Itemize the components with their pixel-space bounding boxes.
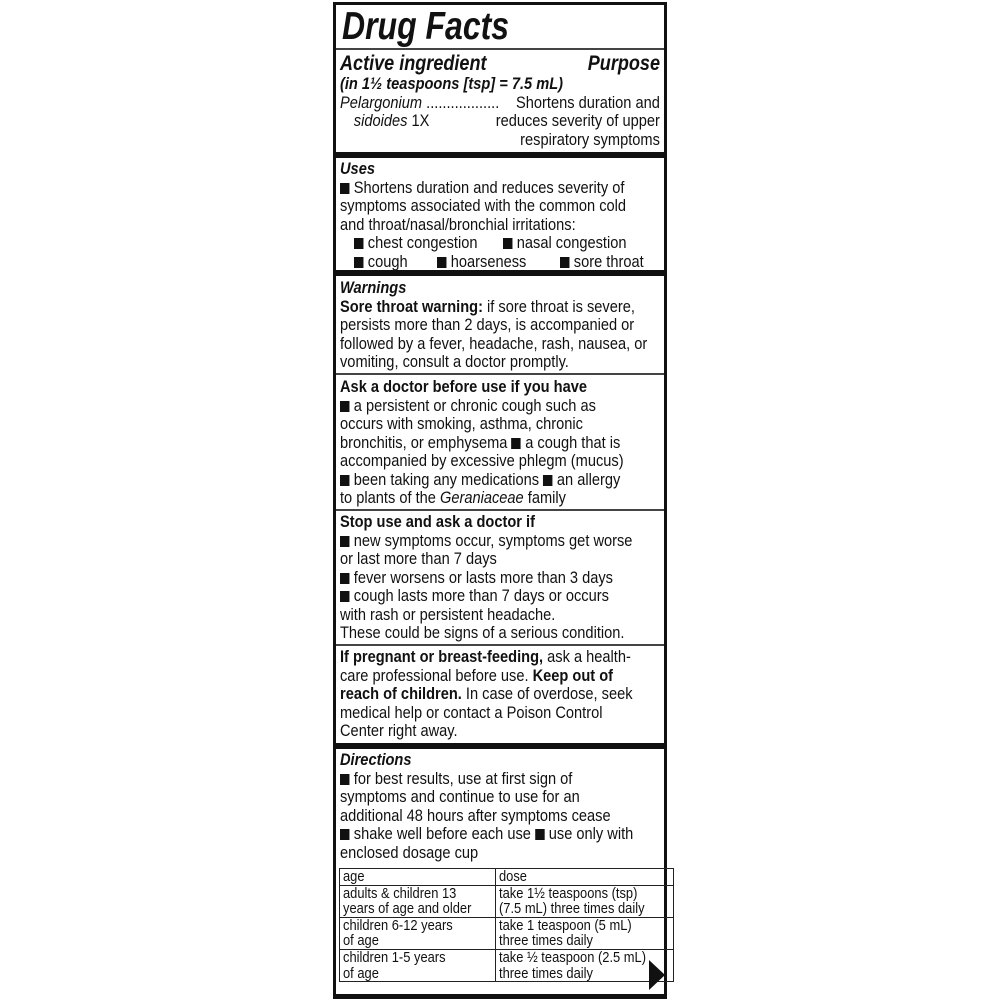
text-segment: if sore throat is severe,	[482, 296, 635, 316]
purpose-line: respiratory symptoms	[520, 129, 660, 149]
text-segment: vomiting, consult a doctor promptly.	[340, 352, 569, 371]
text-line	[340, 606, 615, 625]
text-segment: symptoms and continue to use for an	[340, 787, 580, 806]
continue-arrow-icon	[649, 960, 665, 990]
text-line	[340, 415, 615, 434]
text-line	[340, 489, 615, 508]
ingredient-name: Pelargonium	[340, 92, 423, 112]
text-line	[340, 432, 621, 453]
warnings-heading: Warnings	[340, 278, 407, 297]
uses-section	[340, 160, 660, 271]
cell-line: take 1½ teaspoons (tsp)	[499, 884, 638, 902]
directions-section	[340, 751, 660, 862]
text-line	[340, 704, 615, 723]
text-segment: Stop use and ask a doctor if	[340, 512, 535, 531]
purpose-text	[469, 94, 660, 150]
text-segment: cough lasts more than 7 days or occurs	[353, 586, 609, 605]
text-line	[340, 550, 615, 569]
text-segment: Keep out of	[532, 665, 614, 685]
cell-line: children 1-5 years	[343, 948, 446, 966]
purpose-heading: Purpose	[587, 52, 660, 75]
text-segment: to plants of the	[340, 488, 440, 507]
text-line	[340, 397, 615, 416]
text-segment: occurs with smoking, asthma, chronic	[340, 414, 583, 433]
text-segment: new symptoms occur, symptoms get worse	[353, 530, 633, 550]
square-bullet-icon	[340, 536, 349, 547]
text-line	[340, 770, 615, 789]
uses-symptom-list	[340, 234, 660, 271]
text-segment: enclosed dosage cup	[340, 842, 479, 862]
pregnancy-warning-section	[340, 648, 660, 741]
text-line	[340, 807, 615, 826]
warnings-section	[340, 279, 660, 372]
square-bullet-icon	[340, 774, 349, 785]
text-line	[340, 177, 625, 198]
text-segment: followed by a fever, headache, rash, nausea, or	[340, 333, 648, 353]
text-line	[340, 196, 627, 216]
text-line	[340, 844, 615, 863]
text-segment: use only with	[548, 824, 634, 843]
text-line	[340, 569, 615, 588]
text-segment: Shortens duration and reduces severity of	[353, 177, 625, 197]
text-segment: care professional before use.	[340, 665, 533, 685]
text-line	[340, 353, 615, 372]
dose-cell	[496, 949, 674, 981]
text-line	[340, 513, 615, 532]
dose-amount: (in 1½ teaspoons [tsp] = 7.5 mL)	[340, 74, 564, 93]
text-line	[340, 667, 615, 686]
divider	[336, 373, 664, 375]
cell-line: years of age and older	[343, 900, 472, 918]
text-line	[340, 315, 635, 335]
text-segment: an allergy	[556, 469, 621, 489]
text-segment: for best results, use at first sign of	[353, 768, 573, 788]
text-segment: symptoms associated with the common cold	[340, 196, 627, 215]
purpose-line: reduces severity of upper	[495, 111, 660, 130]
text-line	[340, 378, 615, 397]
text-segment: additional 48 hours after symptoms cease	[340, 805, 611, 825]
square-bullet-icon	[340, 183, 349, 194]
active-ingredient-heading: Active ingredient	[340, 52, 487, 75]
text-line	[340, 333, 648, 354]
text-segment: In case of overdose, seek	[461, 684, 633, 703]
text-segment: shake well before each use	[353, 824, 536, 843]
text-segment: or last more than 7 days	[340, 549, 497, 568]
text-segment: and throat/nasal/bronchial irritations:	[340, 214, 576, 234]
drug-facts-panel	[333, 2, 667, 999]
sore-throat-warning	[340, 298, 660, 372]
text-line	[340, 824, 634, 844]
text-segment: reach of children.	[340, 684, 462, 703]
cell-line: take 1 teaspoon (5 mL)	[499, 916, 632, 934]
age-cell	[340, 949, 496, 981]
ingredient-potency: 1X	[411, 111, 430, 130]
text-segment: a persistent or chronic cough such as	[353, 395, 596, 415]
text-segment: a cough that is	[525, 432, 621, 452]
section-bar	[336, 743, 664, 749]
text-segment: Geraniaceae	[439, 488, 524, 507]
cell-line: of age	[343, 932, 379, 950]
square-bullet-icon	[340, 591, 349, 602]
age-cell	[340, 917, 496, 949]
text-line	[340, 722, 615, 741]
cell-line: (7.5 mL) three times daily	[499, 900, 645, 918]
dosage-table	[339, 868, 674, 982]
text-segment: These could be signs of a serious condition.	[340, 623, 625, 642]
table-row	[340, 885, 674, 917]
symptom-item: nasal congestion	[503, 234, 626, 253]
square-bullet-icon	[535, 829, 544, 840]
divider	[336, 644, 664, 646]
square-bullet-icon	[511, 438, 520, 449]
uses-heading: Uses	[340, 159, 375, 178]
ingredient-species: sidoides	[353, 111, 408, 130]
text-segment: fever worsens or lasts more than 3 days	[353, 567, 613, 587]
table-header-row	[340, 869, 674, 886]
text-segment: ask a health-	[543, 647, 631, 666]
square-bullet-icon	[340, 475, 349, 486]
text-segment: accompanied by excessive phlegm (mucus)	[340, 451, 624, 470]
divider	[336, 509, 664, 511]
symptom-item: sore throat	[560, 253, 644, 272]
text-line	[340, 647, 631, 667]
text-segment: medical help or contact a Poison Control	[340, 702, 603, 722]
text-segment: Center right away.	[340, 721, 458, 740]
table-row	[340, 949, 674, 981]
directions-text	[340, 770, 660, 863]
text-segment: family	[523, 488, 566, 507]
section-bar	[336, 270, 664, 276]
text-segment: Ask a doctor before use if you have	[340, 377, 587, 396]
cell-line: of age	[343, 964, 379, 982]
dose-cell	[496, 885, 674, 917]
square-bullet-icon	[543, 475, 552, 486]
text-line	[340, 451, 624, 471]
symptom-item: cough	[354, 253, 408, 272]
square-bullet-icon	[340, 401, 349, 412]
text-segment: Sore throat warning:	[340, 296, 483, 316]
text-line	[340, 216, 615, 235]
text-line	[340, 684, 633, 704]
text-segment: bronchitis, or emphysema	[340, 432, 512, 452]
symptom-item: chest congestion	[354, 234, 477, 253]
stop-use-section	[340, 513, 660, 643]
uses-text	[340, 179, 660, 235]
purpose-line: Shortens duration and	[516, 92, 660, 112]
text-segment: with rash or persistent headache.	[340, 604, 556, 624]
text-segment: been taking any medications	[353, 469, 544, 489]
divider	[336, 48, 664, 50]
age-cell	[340, 885, 496, 917]
text-line	[340, 788, 615, 807]
directions-heading: Directions	[340, 750, 412, 769]
table-row	[340, 917, 674, 949]
section-bar	[336, 152, 664, 158]
cell-line: take ½ teaspoon (2.5 mL)	[499, 948, 647, 966]
drug-facts-title: Drug Facts	[342, 5, 510, 48]
cell-line: three times daily	[499, 932, 594, 950]
symptom-item: hoarseness	[437, 253, 526, 272]
square-bullet-icon	[340, 829, 349, 840]
text-segment: If pregnant or breast-feeding,	[340, 647, 544, 666]
cell-line: three times daily	[499, 964, 594, 982]
cell-line: children 6-12 years	[343, 916, 453, 934]
text-segment: persists more than 2 days, is accompanied or	[340, 315, 635, 334]
text-line	[340, 587, 615, 606]
text-line	[340, 296, 635, 317]
text-line	[340, 530, 633, 551]
active-ingredient-section	[340, 52, 660, 149]
dot-leader: ..................	[426, 92, 500, 112]
ask-doctor-section	[340, 378, 660, 508]
text-line	[340, 623, 625, 643]
cell-line: adults & children 13	[343, 884, 457, 902]
table-header: age	[340, 869, 496, 886]
square-bullet-icon	[340, 573, 349, 584]
dose-cell	[496, 917, 674, 949]
text-line	[340, 469, 621, 490]
table-header: dose	[496, 869, 674, 886]
